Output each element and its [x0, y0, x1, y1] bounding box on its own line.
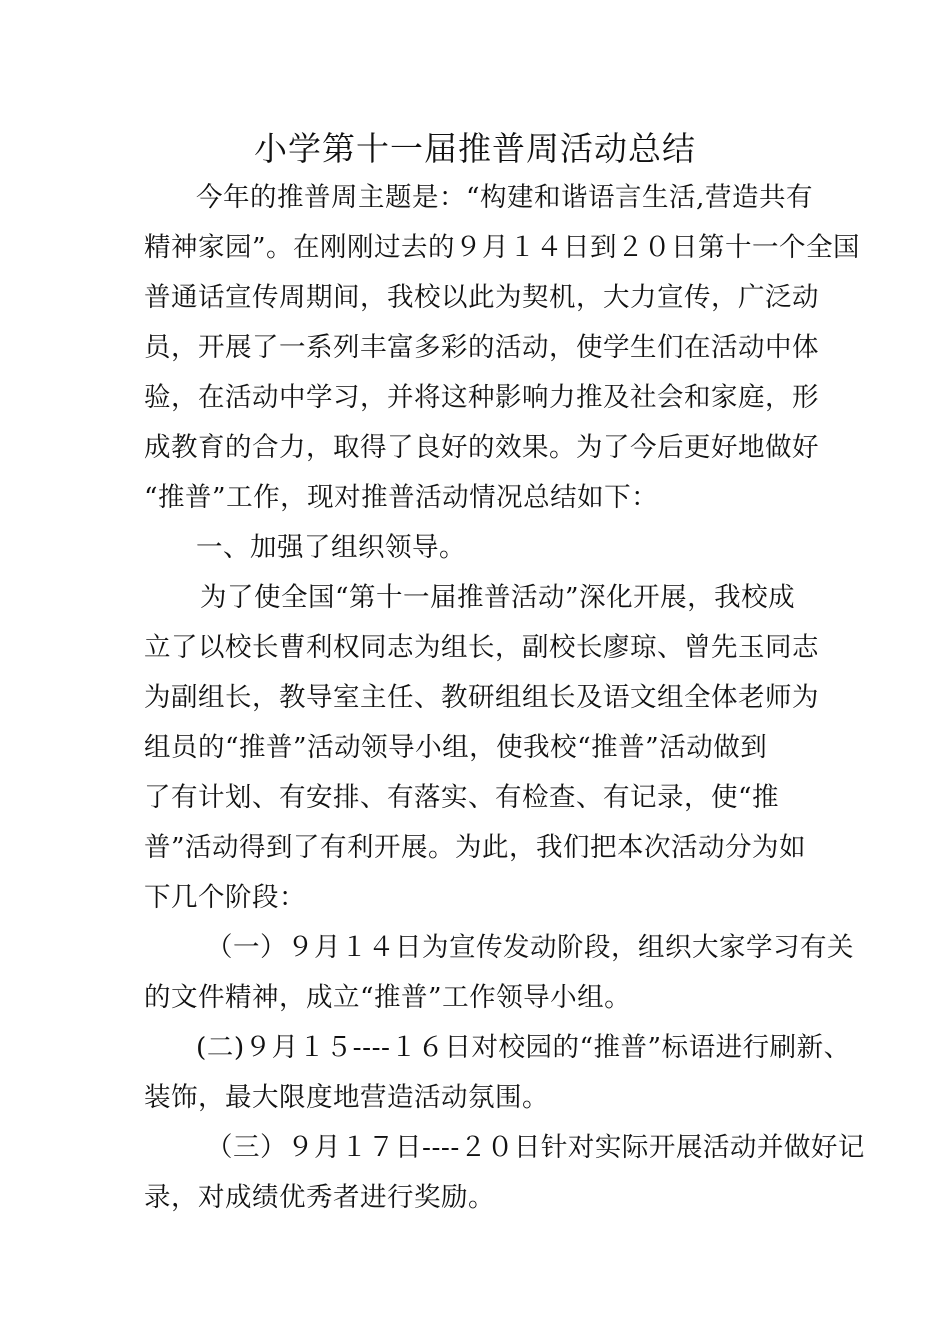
- paragraph-line: 普通话宣传周期间，我校以此为契机，大力宣传，广泛动: [144, 282, 819, 313]
- paragraph-line: 立了以校长曹利权同志为组长，副校长廖琼、曾先玉同志: [144, 632, 819, 663]
- paragraph-line: 为了使全国“第十一届推普活动”深化开展，我校成: [200, 582, 796, 613]
- paragraph-line: 验，在活动中学习，并将这种影响力推及社会和家庭，形: [144, 382, 819, 413]
- document-title: 小学第十一届推普周活动总结: [254, 129, 696, 168]
- list-item-line: 的文件精神，成立“推普”工作领导小组。: [144, 982, 632, 1013]
- paragraph-line: 了有计划、有安排、有落实、有检查、有记录，使“推: [144, 782, 780, 813]
- list-item-line: 录，对成绩优秀者进行奖励。: [144, 1182, 495, 1213]
- paragraph-line: 今年的推普周主题是：“构建和谐语言生活,营造共有: [196, 182, 813, 213]
- paragraph-line: 成教育的合力，取得了良好的效果。为了今后更好地做好: [144, 432, 819, 463]
- list-item-line: （一）９月１４日为宣传发动阶段，组织大家学习有关: [206, 932, 854, 963]
- paragraph-line: 下几个阶段：: [144, 882, 306, 913]
- list-item-line: (二)９月１５----１６日对校园的“推普”标语进行刷新、: [196, 1032, 851, 1063]
- paragraph-line: 组员的“推普”活动领导小组，使我校“推普”活动做到: [144, 732, 768, 763]
- section-heading: 一、加强了组织领导。: [196, 532, 466, 563]
- paragraph-line: 普”活动得到了有利开展。为此，我们把本次活动分为如: [144, 832, 807, 863]
- paragraph-line: 精神家园”。在刚刚过去的９月１４日到２０日第十一个全国: [144, 232, 861, 263]
- paragraph-line: 员，开展了一系列丰富多彩的活动，使学生们在活动中体: [144, 332, 819, 363]
- paragraph-line: “推普”工作，现对推普活动情况总结如下：: [144, 482, 659, 513]
- list-item-line: 装饰，最大限度地营造活动氛围。: [144, 1082, 549, 1113]
- paragraph-line: 为副组长，教导室主任、教研组组长及语文组全体老师为: [144, 682, 819, 713]
- list-item-line: （三）９月１７日----２０日针对实际开展活动并做好记: [206, 1132, 865, 1163]
